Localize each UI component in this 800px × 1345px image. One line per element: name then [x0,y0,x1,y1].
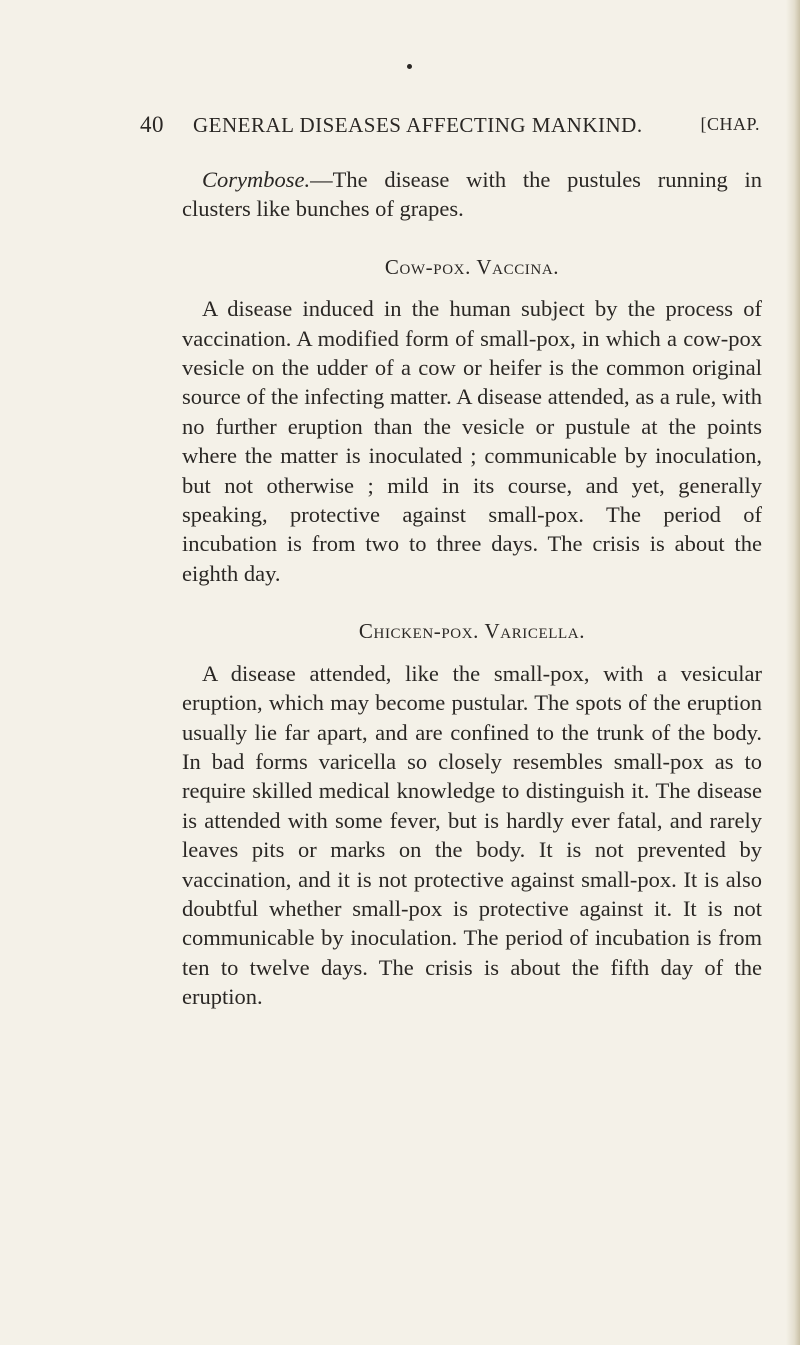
chapter-marker: [CHAP. [700,114,760,134]
page-number: 40 [140,112,164,137]
page-edge-shadow [786,0,800,1345]
page-header [140,112,780,142]
page-body [182,165,762,1012]
corymbose-paragraph [182,165,762,224]
chickenpox-paragraph: A disease attended, like the small-pox, with a vesicular eruption, which may become pustular. The spots of the eruption usually lie far apart, and are confined to the trunk of the body. In bad forms varicella so closely resembles small-pox as to require skilled medical knowledge to distinguish it. The disease is attended with some fever, but is hardly ever fatal, and rarely leaves pits or marks on the body. It is not prevented by vaccination, and it is not protective against small-pox. It is also doubtful whether small-pox is protective against it. It is not communicable by inoculation. The period of incubation is from ten to twelve days. The crisis is about the fifth day of the eruption. [182,660,762,1010]
print-mark [407,64,412,69]
cowpox-paragraph: A disease induced in the human subject by the process of vaccination. A modified form of small-pox, in which a cow-pox vesicle on the udder of a cow or heifer is the common original source of the infecting matter. A disease attended, as a rule, with no further eruption than the vesicle or pustule at the points where the matter is inoculated ; communicable by inoculation, but not otherwise ; mild in its course, and yet, generally speaking, protective against small-pox. The period of incubation is from two to three days. The crisis is about the eighth day. [182,296,762,586]
running-title: GENERAL DISEASES AFFECTING MANKIND. [193,113,643,137]
corymbose-definition: —The disease with the pustules running in clusters like bunches of grapes. [182,167,762,222]
corymbose-term: Corymbose. [202,167,311,192]
chickenpox-heading: Chicken-pox. Varicella. [358,619,586,644]
cowpox-heading: Cow-pox. Vaccina. [384,254,560,279]
